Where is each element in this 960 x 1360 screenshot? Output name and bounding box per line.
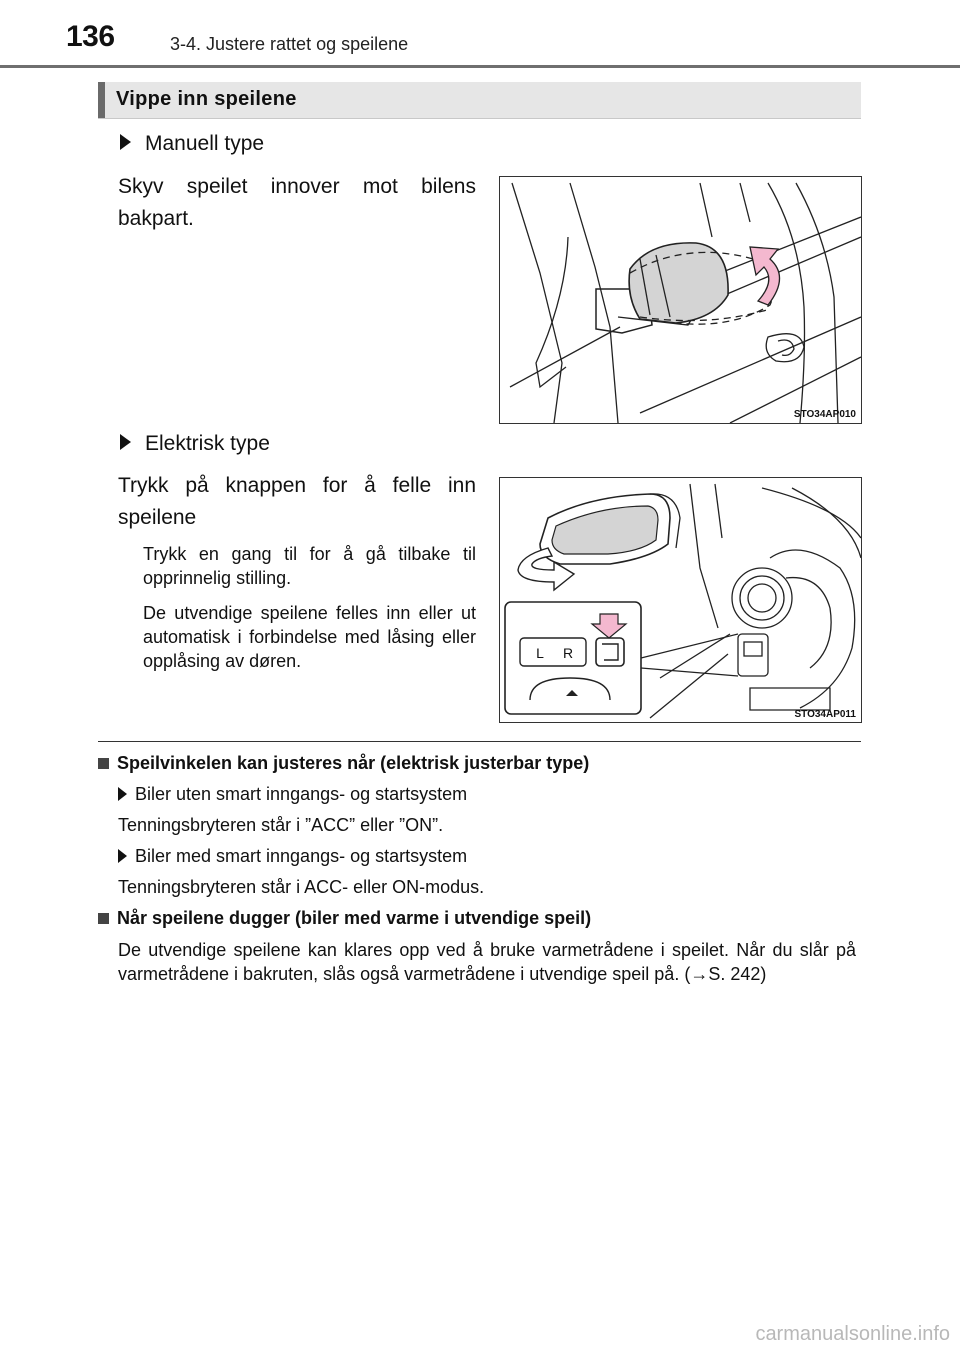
electric-type-label: Elektrisk type: [145, 432, 270, 455]
arrow-bullet-icon: [118, 787, 127, 801]
header-divider: [0, 65, 960, 68]
switch-label-left: L: [536, 645, 544, 661]
arrow-bullet-icon: [120, 134, 131, 150]
arrow-bullet-icon: [120, 434, 131, 450]
angle-info-sub-1-label: Biler uten smart inngangs- og startsystem: [135, 784, 468, 804]
banner-accent-bar: [98, 82, 105, 118]
square-bullet-icon: [98, 758, 109, 769]
section-title: Vippe inn speilene: [116, 88, 297, 110]
fog-info-heading: [98, 908, 591, 929]
angle-info-sub-2-label: Biler med smart inngangs- og startsystem: [135, 846, 468, 866]
manual-mirror-illustration: [500, 177, 861, 423]
electric-switch-illustration: [500, 478, 861, 722]
figure-code: STO34AP011: [794, 709, 856, 720]
electric-type-heading: [120, 432, 270, 456]
switch-label-right: R: [562, 645, 574, 661]
footer-watermark: carmanualsonline.info: [755, 1323, 950, 1345]
manual-mirror-figure: [499, 176, 862, 424]
page-number: 136: [66, 20, 115, 53]
angle-info-sub-1: [118, 784, 467, 805]
fold-direction-arrow-icon: [750, 247, 780, 305]
electric-instruction: Trykk på knappen for å felle inn speilene: [118, 474, 476, 529]
chapter-title: 3-4. Justere rattet og speilene: [170, 34, 409, 54]
figure-code: STO34AP010: [793, 409, 856, 420]
electric-note-auto-fold: De utvendige speilene felles inn eller ut automatisk i forbindelse med låsing eller opplåsing av døren.: [143, 603, 476, 671]
square-bullet-icon: [98, 913, 109, 924]
electric-switch-figure: [499, 477, 862, 723]
angle-info-title: Speilvinkelen kan justeres når (elektrisk justerbar type): [117, 753, 590, 773]
angle-info-heading: [98, 753, 589, 774]
electric-note-return: Trykk en gang til for å gå tilbake til opprinnelig stilling.: [143, 544, 476, 588]
fog-info-text: De utvendige speilene kan klares opp ved å bruke varmetrådene i speilet. Når du slår på varmetrådene i bakruten, slås også varmetrådene i utvendige speil på. (→S. 242): [118, 940, 856, 984]
angle-info-text-2: Tenningsbryteren står i ACC- eller ON-modus.: [118, 877, 485, 897]
angle-info-sub-2: [118, 846, 467, 867]
section-divider: [98, 741, 861, 742]
fog-info-title: Når speilene dugger (biler med varme i utvendige speil): [117, 908, 592, 928]
arrow-bullet-icon: [118, 849, 127, 863]
manual-type-label: Manuell type: [145, 132, 265, 155]
manual-type-heading: [120, 132, 264, 156]
angle-info-text-1: Tenningsbryteren står i ”ACC” eller ”ON”.: [118, 815, 444, 835]
manual-instruction: Skyv speilet innover mot bilens bakpart.: [118, 175, 476, 230]
section-banner: [98, 82, 861, 119]
